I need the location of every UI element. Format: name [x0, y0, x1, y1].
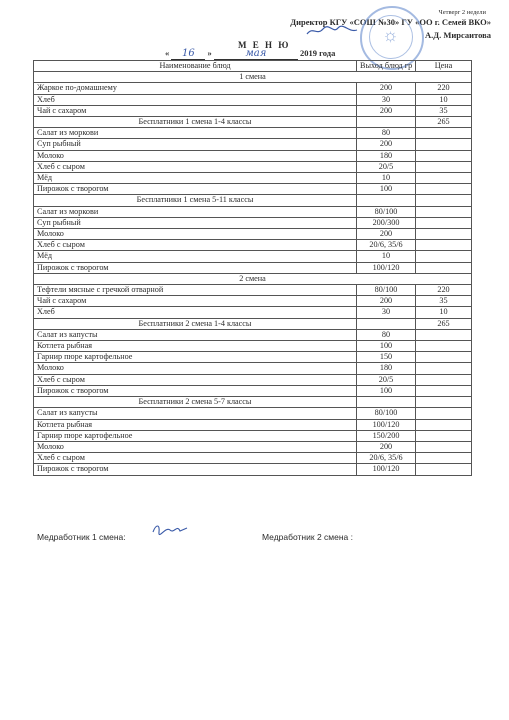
portion-cell: 100: [357, 385, 416, 396]
subsection-title: Бесплатники 1 смена 1-4 классы: [34, 117, 357, 128]
price-cell: [416, 341, 472, 352]
price-cell: [416, 251, 472, 262]
table-row: [34, 105, 472, 116]
portion-cell: 100: [357, 341, 416, 352]
table-row: [34, 363, 472, 374]
dish-name: Хлеб с сыром: [34, 453, 357, 464]
table-row: [34, 83, 472, 94]
table-row: [34, 441, 472, 452]
portion-cell: 200: [357, 105, 416, 116]
date-month: мая: [245, 48, 267, 59]
price-cell: [416, 150, 472, 161]
dish-name: Котлета рыбная: [34, 419, 357, 430]
dish-name: Хлеб с сыром: [34, 374, 357, 385]
subsection-row: [34, 195, 472, 206]
dish-name: Хлеб: [34, 307, 357, 318]
portion-cell: 20/6, 35/6: [357, 240, 416, 251]
price-cell: 220: [416, 285, 472, 296]
price-cell: [416, 374, 472, 385]
dish-name: Мёд: [34, 173, 357, 184]
dish-name: Салат из моркови: [34, 128, 357, 139]
portion-cell: 180: [357, 150, 416, 161]
portion-cell: 200: [357, 83, 416, 94]
portion-cell: 150: [357, 352, 416, 363]
menu-table-body: [34, 72, 472, 475]
portion-cell: 20/6, 35/6: [357, 453, 416, 464]
portion-cell: 80: [357, 128, 416, 139]
table-row: [34, 408, 472, 419]
price-cell: 265: [416, 318, 472, 329]
portion-cell: 180: [357, 363, 416, 374]
table-row: [34, 464, 472, 475]
price-cell: 35: [416, 105, 472, 116]
date-line: [165, 48, 335, 60]
table-row: [34, 296, 472, 307]
medic-signature: [150, 520, 190, 538]
table-row: [34, 94, 472, 105]
portion-cell: [357, 397, 416, 408]
price-cell: 35: [416, 296, 472, 307]
table-row: [34, 385, 472, 396]
price-cell: [416, 352, 472, 363]
date-close-quote: »: [207, 48, 212, 58]
director-name: А.Д. Мирсаитова: [425, 30, 491, 40]
portion-cell: [357, 318, 416, 329]
portion-cell: 20/5: [357, 374, 416, 385]
subsection-title: Бесплатники 1 смена 5-11 классы: [34, 195, 357, 206]
dish-name: Суп рыбный: [34, 217, 357, 228]
portion-cell: 200: [357, 441, 416, 452]
dish-name: Мёд: [34, 251, 357, 262]
price-cell: [416, 240, 472, 251]
table-row: [34, 352, 472, 363]
portion-cell: 80: [357, 329, 416, 340]
table-row: [34, 184, 472, 195]
price-cell: [416, 161, 472, 172]
dish-name: Пирожок с творогом: [34, 184, 357, 195]
price-cell: [416, 329, 472, 340]
dish-name: Салат из капусты: [34, 329, 357, 340]
price-cell: [416, 229, 472, 240]
table-row: [34, 285, 472, 296]
portion-cell: 80/100: [357, 285, 416, 296]
portion-cell: 200: [357, 229, 416, 240]
price-cell: [416, 195, 472, 206]
price-cell: [416, 453, 472, 464]
price-cell: [416, 184, 472, 195]
portion-cell: [357, 195, 416, 206]
table-row: [34, 251, 472, 262]
subsection-row: [34, 117, 472, 128]
menu-title: М Е Н Ю: [238, 40, 291, 50]
portion-cell: 80/100: [357, 206, 416, 217]
price-cell: 10: [416, 307, 472, 318]
price-cell: 265: [416, 117, 472, 128]
section-title: 2 смена: [34, 273, 472, 284]
dish-name: Салат из моркови: [34, 206, 357, 217]
director-title: Директор КГУ «СОШ №30» ГУ «ОО г. Семей ВКО»: [290, 17, 491, 27]
table-row: [34, 161, 472, 172]
portion-cell: 100/120: [357, 464, 416, 475]
dish-name: Гарнир пюре картофельное: [34, 352, 357, 363]
table-row: [34, 128, 472, 139]
table-row: [34, 262, 472, 273]
dish-name: Чай с сахаром: [34, 296, 357, 307]
medic-shift2-label: Медработник 2 смена :: [262, 532, 354, 542]
dish-name: Салат из капусты: [34, 408, 357, 419]
portion-cell: 100/120: [357, 262, 416, 273]
dish-name: Пирожок с творогом: [34, 464, 357, 475]
dish-name: Хлеб: [34, 94, 357, 105]
table-row: [34, 240, 472, 251]
section-row: [34, 72, 472, 83]
subsection-title: Бесплатники 2 смена 5-7 классы: [34, 397, 357, 408]
subsection-row: [34, 318, 472, 329]
table-header-row: [34, 61, 472, 72]
price-cell: [416, 430, 472, 441]
table-row: [34, 217, 472, 228]
dish-name: Пирожок с творогом: [34, 385, 357, 396]
portion-cell: 30: [357, 307, 416, 318]
dish-name: Гарнир пюре картофельное: [34, 430, 357, 441]
table-row: [34, 430, 472, 441]
portion-cell: 20/5: [357, 161, 416, 172]
portion-cell: 30: [357, 94, 416, 105]
table-row: [34, 139, 472, 150]
price-cell: [416, 464, 472, 475]
price-cell: [416, 206, 472, 217]
price-cell: [416, 385, 472, 396]
price-cell: [416, 363, 472, 374]
dish-name: Хлеб с сыром: [34, 161, 357, 172]
dish-name: Тефтели мясные с гречкой отварной: [34, 285, 357, 296]
date-open-quote: «: [165, 48, 170, 58]
portion-cell: 10: [357, 251, 416, 262]
subsection-row: [34, 397, 472, 408]
portion-cell: 100/120: [357, 419, 416, 430]
dish-name: Пирожок с творогом: [34, 262, 357, 273]
dish-name: Молоко: [34, 363, 357, 374]
portion-cell: 200/300: [357, 217, 416, 228]
dish-name: Молоко: [34, 441, 357, 452]
price-cell: 10: [416, 94, 472, 105]
table-row: [34, 173, 472, 184]
table-row: [34, 374, 472, 385]
price-cell: [416, 173, 472, 184]
date-day: 16: [182, 48, 195, 59]
section-row: [34, 273, 472, 284]
corner-note: Четверг 2 недели: [438, 9, 486, 16]
dish-name: Хлеб с сыром: [34, 240, 357, 251]
header-price: Цена: [416, 61, 472, 72]
dish-name: Молоко: [34, 150, 357, 161]
table-row: [34, 419, 472, 430]
table-row: [34, 329, 472, 340]
menu-table: [33, 60, 472, 476]
dish-name: Жаркое по-домашнему: [34, 83, 357, 94]
section-title: 1 смена: [34, 72, 472, 83]
price-cell: [416, 217, 472, 228]
price-cell: [416, 397, 472, 408]
portion-cell: 80/100: [357, 408, 416, 419]
subsection-title: Бесплатники 2 смена 1-4 классы: [34, 318, 357, 329]
director-signature: [305, 24, 360, 38]
table-row: [34, 453, 472, 464]
price-cell: [416, 128, 472, 139]
price-cell: [416, 408, 472, 419]
table-row: [34, 229, 472, 240]
price-cell: 220: [416, 83, 472, 94]
price-cell: [416, 139, 472, 150]
price-cell: [416, 419, 472, 430]
portion-cell: 100: [357, 184, 416, 195]
dish-name: Котлета рыбная: [34, 341, 357, 352]
date-year: 2019 года: [300, 48, 336, 58]
table-row: [34, 206, 472, 217]
portion-cell: 150/200: [357, 430, 416, 441]
portion-cell: 200: [357, 296, 416, 307]
portion-cell: 10: [357, 173, 416, 184]
table-row: [34, 150, 472, 161]
dish-name: Чай с сахаром: [34, 105, 357, 116]
price-cell: [416, 441, 472, 452]
header-dish-name: Наименование блюд: [34, 61, 357, 72]
portion-cell: [357, 117, 416, 128]
portion-cell: 200: [357, 139, 416, 150]
price-cell: [416, 262, 472, 273]
medic-shift1-label: Медработник 1 смена:: [37, 532, 126, 542]
header-portion: Выход блюд гр: [357, 61, 416, 72]
dish-name: Суп рыбный: [34, 139, 357, 150]
dish-name: Молоко: [34, 229, 357, 240]
stamp-emblem-icon: ☼: [382, 25, 399, 45]
table-row: [34, 341, 472, 352]
table-row: [34, 307, 472, 318]
